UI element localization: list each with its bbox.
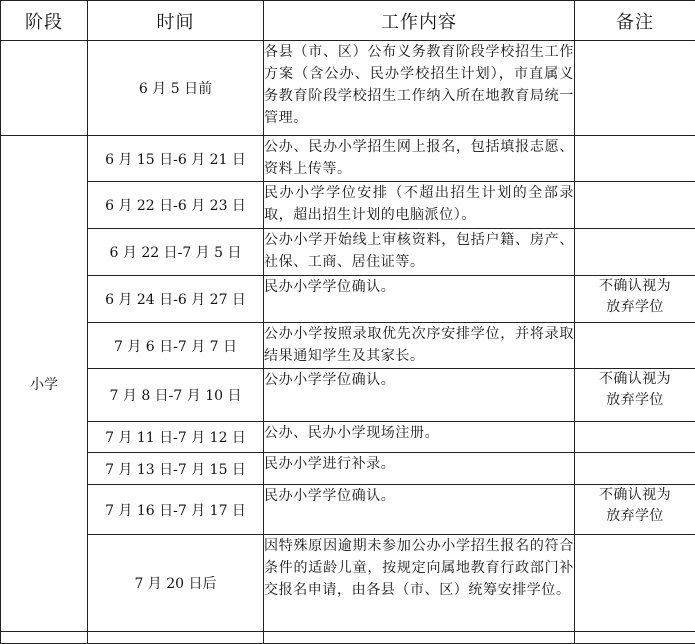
content-cell: 民办小学学位确认。 [264,485,575,535]
remark-cell [575,369,695,422]
content-cell: 民办小学进行补录。 [264,453,575,485]
table-row [1,323,695,369]
table-header-row [1,1,695,41]
table-row [1,182,695,229]
remark-text: 不确认视为放弃学位 [592,485,678,527]
remark-cell [575,453,695,485]
remark-cell [575,422,695,453]
remark-cell [575,276,695,323]
time-cell: 6 月 24 日-6 月 27 日 [88,276,264,323]
time-cell: 6 月 5 日前 [88,41,264,136]
time-cell: 7 月 16 日-7 月 17 日 [88,485,264,535]
time-cell: 6 月 15 日-6 月 21 日 [88,136,264,182]
remark-text: 不确认视为放弃学位 [592,369,678,411]
content-cell: 因特殊原因逾期未参加公办小学招生报名的符合条件的适龄儿童，按规定向属地教育行政部门补交报名申请，由各县（市、区）统筹安排学位。 [264,535,575,632]
table-row [1,453,695,485]
time-cell: 6 月 22 日-6 月 23 日 [88,182,264,229]
table-row [1,369,695,422]
header-remark: 备注 [575,1,695,41]
table-row [1,422,695,453]
time-cell: 7 月 20 日后 [88,535,264,632]
remark-cell [575,485,695,535]
table-row [1,229,695,276]
content-cell: 公办、民办小学招生网上报名，包括填报志愿、资料上传等。 [264,136,575,182]
header-content: 工作内容 [264,1,575,41]
time-cell: 7 月 13 日-7 月 15 日 [88,453,264,485]
content-cell: 民办小学学位安排（不超出招生计划的全部录取，超出招生计划的电脑派位）。 [264,182,575,229]
time-cell: 6 月 22 日-7 月 5 日 [88,229,264,276]
stage-cell [1,41,88,136]
time-cell: 7 月 8 日-7 月 10 日 [88,369,264,422]
remark-cell [575,323,695,369]
table-row [1,535,695,632]
time-cell: 7 月 11 日-7 月 12 日 [88,422,264,453]
table-row [1,276,695,323]
content-cell: 公办、民办小学现场注册。 [264,422,575,453]
table-row [1,41,695,136]
stage-cell-primary-school: 小学 [1,136,88,632]
table-row [1,485,695,535]
remark-cell [575,41,695,136]
remark-cell [575,535,695,632]
table-row [1,136,695,182]
remark-cell [575,136,695,182]
header-time: 时间 [88,1,264,41]
content-cell: 各县（市、区）公布义务教育阶段学校招生工作方案（含公办、民办学校招生计划），市直属义务教育阶段学校招生工作纳入所在地教育局统一管理。 [264,41,575,136]
content-cell: 公办小学按照录取优先次序安排学位，并将录取结果通知学生及其家长。 [264,323,575,369]
time-cell: 7 月 6 日-7 月 7 日 [88,323,264,369]
remark-cell [575,229,695,276]
content-cell: 民办小学学位确认。 [264,276,575,323]
header-stage: 阶段 [1,1,88,41]
content-cell: 公办小学学位确认。 [264,369,575,422]
content-cell: 公办小学开始线上审核资料，包括户籍、房产、社保、工商、居住证等。 [264,229,575,276]
remark-text: 不确认视为放弃学位 [592,276,678,318]
remark-cell [575,182,695,229]
